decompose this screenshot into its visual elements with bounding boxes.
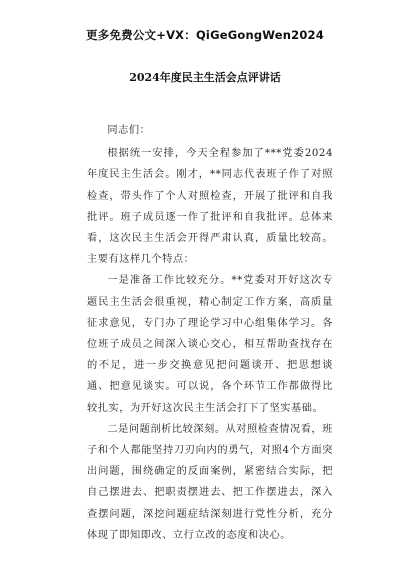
paragraph-point-two: 二是问题剖析比较深刻。从对照检查情况看，班子和个人都能坚持刀刃向内的勇气，对照4个方面突出问题，围绕确定的反面案例，紧密结合实际，把自己摆进去、把职责摆进去、把工作摆进去，深入查摆问题，深挖问题症结深刻进行党性分析，充分体现了即知即改、立行立改的态度和决心。 [87, 423, 333, 541]
document-body [87, 120, 333, 546]
watermark-header: 更多免费公文+VX：QiGeGongWen2024 [86, 28, 324, 42]
paragraph-intro: 根据统一安排，今天全程参加了***党委2024年度民主生活会。刚才，**同志代表班子作了对照检查，带头作了个人对照检查，开展了批评和自我批评。班子成员逐一作了批评和自我批评。总体来看，这次民主生活会开得严肃认真，质量比较高。主要有这样几个特点： [87, 148, 333, 266]
paragraph-point-one: 一是准备工作比较充分。**党委对开好这次专题民主生活会很重视，精心制定工作方案，高质量征求意见，专门办了理论学习中心组集体学习。各位班子成员之间深入谈心交心，相互帮助查找存在的不足，进一步交换意见把问题谈开、把思想谈通、把意见谈实。可以说，各个环节工作都做得比较扎实，为开好这次民主生活会打下了坚实基础。 [87, 275, 333, 414]
salutation: 同志们： [107, 125, 151, 136]
document-title: 2024年度民主生活会点评讲话 [129, 71, 281, 84]
